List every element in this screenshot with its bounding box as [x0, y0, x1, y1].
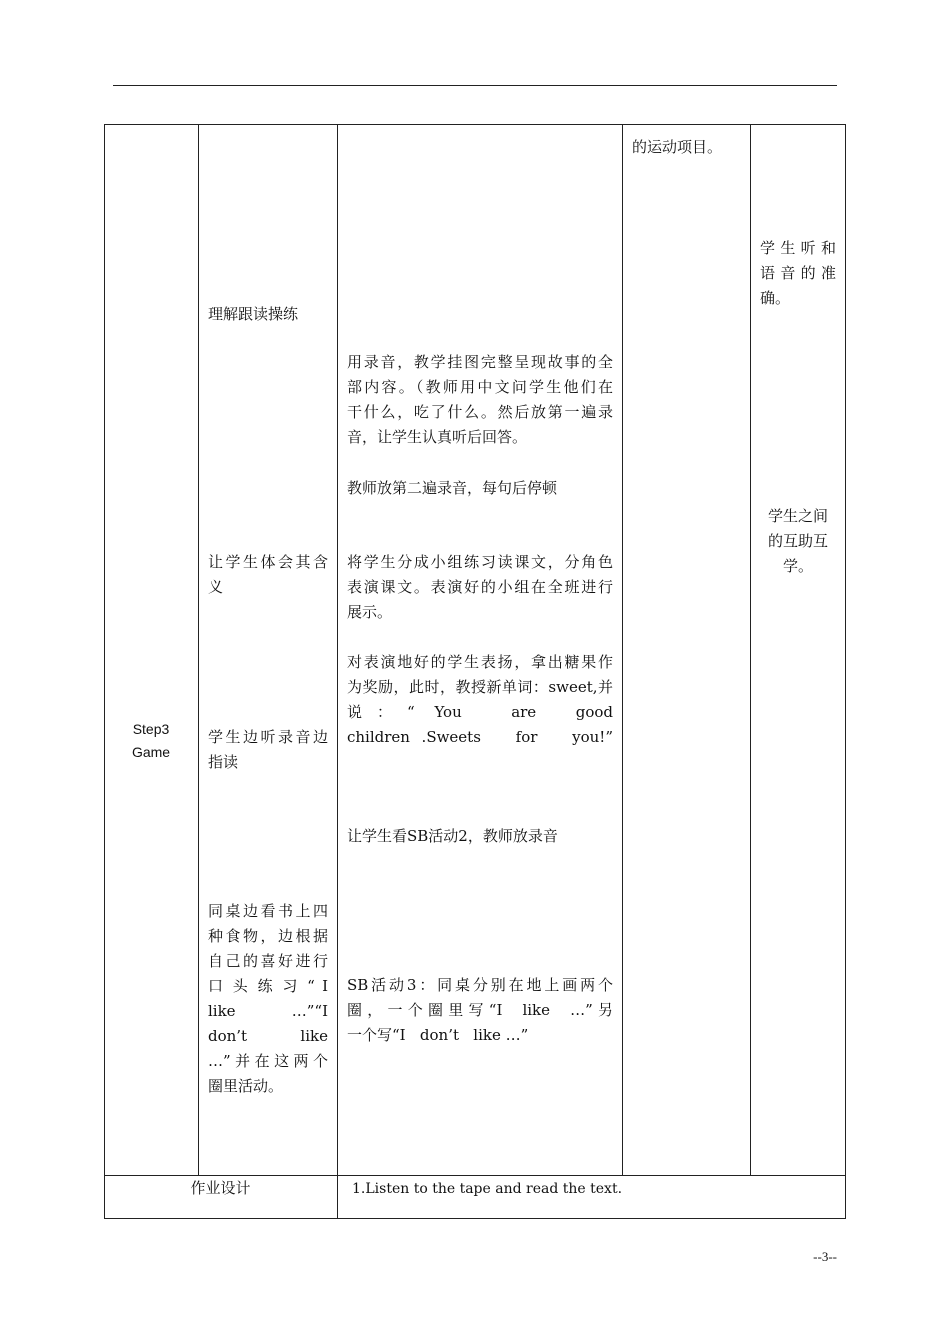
teacher-text-2: 教师放第二遍录音，每句后停顿 [347, 479, 558, 497]
activity-text-1: 理解跟读操练 [208, 305, 299, 323]
activity-text-3: 学生边听录音边 指读 [208, 728, 328, 771]
step-subtitle: Game [131, 744, 171, 760]
header-rule [113, 85, 837, 86]
notes-text-2: 学生之间 的互助互 学。 [767, 507, 828, 575]
teacher-text-6: SB活动3：同桌分别在地上画两个 圈，一个圈里写“I like …”另 一个写“I don’t like …” [347, 976, 613, 1044]
page-number: --3-- [813, 1249, 837, 1264]
step-title: Step3 [132, 721, 170, 737]
notes-text-1: 学 生 听 和 语 音 的 准 确。 [760, 239, 836, 307]
homework-label: 作业设计 [190, 1179, 251, 1197]
homework-content: 1.Listen to the tape and read the text. [352, 1181, 623, 1197]
teacher-text-1: 用录音，教学挂图完整呈现故事的全 部内容。（教师用中文问学生他们在 干什么，吃了什么。然后放第一遍录 音，让学生认真听后回答。 [347, 353, 613, 446]
teacher-text-3: 将学生分成小组练习读课文，分角色 表演课文。表演好的小组在全班进行 展示。 [347, 553, 613, 621]
activity-text-2: 让学生体会其含 义 [208, 553, 328, 596]
purpose-text: 的运动项目。 [632, 138, 723, 156]
teacher-text-5: 让学生看SB活动2，教师放录音 [347, 827, 558, 845]
teacher-text-4: 对表演地好的学生表扬，拿出糖果作 为奖励，此时，教授新单词：sweet,并 说 ： “ You are good children .Sweets for you!” [347, 653, 613, 746]
activity-text-4: 同桌边看书上四 种食物，边根据 自己的喜好进行 口 头 练 习 “ I like …”“I don’t like …”并在这两个 圈里活动。 [208, 902, 328, 1095]
